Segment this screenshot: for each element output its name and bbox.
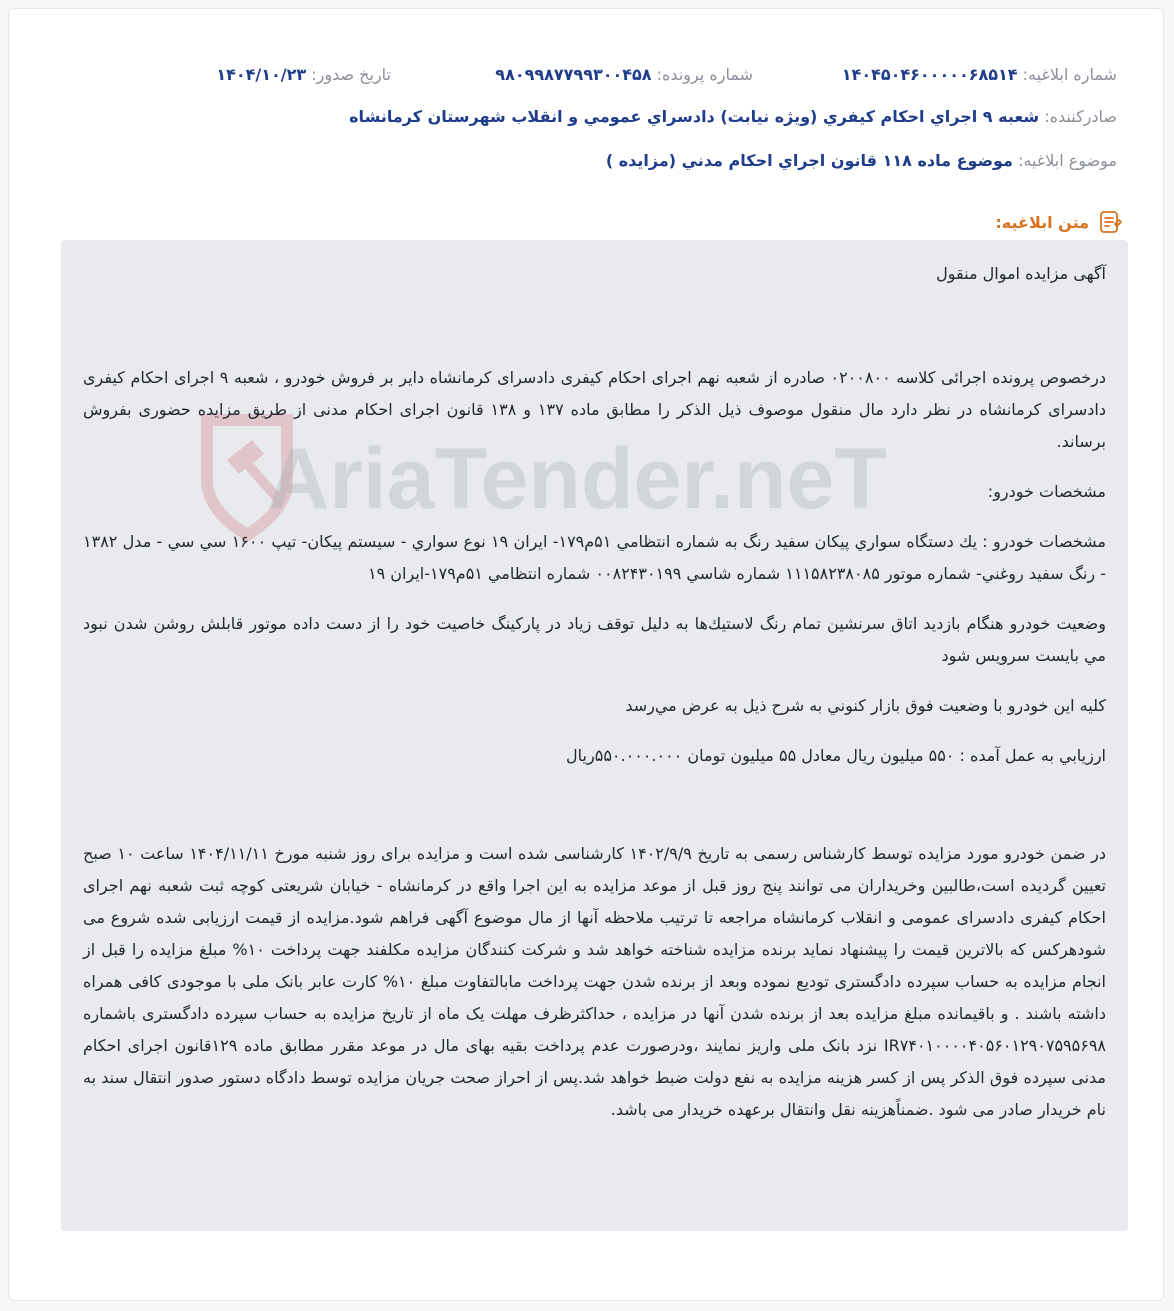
vehicle-specs-heading: مشخصات خودرو: [987,482,1106,501]
notice-heading: آگهی مزایده اموال منقول [936,264,1106,283]
notice-body-panel [61,240,1128,1231]
issue-date [216,61,391,89]
issue-date-value: ۱۴۰۴/۱۰/۲۳ [216,65,307,84]
issuer-label: صادرکننده: [1044,107,1117,126]
auction-terms: در ضمن خودرو مورد مزایده توسط کارشناس رسمی به تاریخ ۱۴۰۲/۹/۹ کارشناسی شده است و مزایده برای روز شنبه مورخ ۱۴۰۴/۱۱/۱۱ ساعت ۱۰ صبح تعیین گردیده است،طالبین وخریداران می توانند پنج روز قبل از موعد مزایده به این اجرا واقع در کرمانشاه - خیابان شریعتی کوچه ثبت شعبه نهم اجرای احکام کیفری دادسرای عمومی و انقلاب کرمانشاه مراجعه تا ترتیب ملاحظه آنها از مال موضوع آگهی فراهم شود.مزایده از قیمت ارزیابی شده شروع می شودهرکس که بالاترین قیمت را پیشنهاد نماید برنده مزایده شناخته خواهد شد و شرکت کنندگان مزایده مکلفند جهت پرداخت ۱۰% مبلغ مزایده را قبل از انجام مزایده به حساب سپرده دادگستری تودیع نموده وبعد از برنده شدن جهت پرداخت مابالتفاوت مبلغ ۱۰% کارت عابر بانک ملی با موجودی کافی همراه داشته باشند . و باقیمانده مبلغ مزایده بعد از برنده شدن آنها در مزایده ، حداکثرظرف مهلت یک ماه از تاریخ مزایده به حساب سپرده دادگستری باشماره IR۷۴۰۱۰۰۰۰۴۰۵۶۰۱۲۹۰۷۵۹۵۶۹۸ نزد بانک ملی واریز نمایند ،ودرصورت عدم پرداخت بقیه بهای مال در موعد مقرر مطابق ماده ۱۲۹قانون اجرای احکام مدنی سپرده فوق الذکر پس از کسر هزینه مزایده به نفع دولت ضبط خواهد شد.پس از احراز صحت جریان مزایده توسط دادگاه دستور صدور انتقال سند به نام خریدار صادر می شود .ضمناًهزینه نقل وانتقال برعهده خریدار می باشد. [83,844,1107,1119]
vehicle-specs: مشخصات خودرو : يك دستگاه سواري پيكان سفيد رنگ به شماره انتظامي ۵۱م۱۷۹- ايران ۱۹ نوع سواري - سيستم پيكان- تيپ ۱۶۰۰ سي سي - مدل ۱۳۸۲ - رنگ سفيد روغني- شماره موتور ۱۱۱۵۸۲۳۸۰۸۵ شماره شاسي ۰۰۸۲۴۳۰۱۹۹ شماره انتظامي ۵۱م۱۷۹-ايران ۱۹ [83,532,1107,583]
notice-number-value: ۱۴۰۴۵۰۴۶۰۰۰۰۰۶۸۵۱۴ [841,65,1018,84]
notice-body [83,258,1106,1126]
vehicle-offer: كليه اين خودرو با وضعيت فوق بازار كنوني به شرح ذيل به عرض مي‌رسد [625,696,1106,715]
notice-text-title: متن ابلاغیه: [995,212,1089,232]
subject-value: موضوع ماده ۱۱۸ قانون اجراي احکام مدني (مزايده ) [605,151,1013,170]
issuer-row [55,103,1117,131]
issuer-value: شعبه ۹ اجراي احکام کيفري (ويژه نيابت) دادسراي عمومي و انقلاب شهرستان کرمانشاه [349,107,1040,126]
meta-row-identifiers [55,61,1117,89]
case-number [495,61,753,89]
case-number-value: ۹۸۰۹۹۸۷۷۹۹۳۰۰۴۵۸ [495,65,652,84]
notice-card [8,8,1164,1301]
case-number-label: شماره پرونده: [656,65,753,84]
vehicle-condition: وضعيت خودرو هنگام بازديد اتاق سرنشين تمام رنگ لاستيك‌ها به دليل توقف زياد در پاركينگ خاصيت خود را از دست داده موتور قابلش روشن شدن نبود مي بايست سرويس شود [83,614,1106,665]
notice-paragraph: درخصوص پرونده اجرائی کلاسه ۰۲۰۰۸۰۰ صادره از شعبه نهم اجرای احکام کیفری دادسرای کرمانشاه دایر بر فروش خودرو ، شعبه ۹ اجرای احکام کیفری دادسرای کرمانشاه در نظر دارد مال منقول موصوف ذیل الذکر را مطابق ماده ۱۳۷ و ۱۳۸ قانون اجرای احکام مدنی از طریق مزایده حضوری بفروش برساند. [83,368,1107,451]
issue-date-label: تاریخ صدور: [311,65,391,84]
watermark-text: AriaTender.neT [267,431,887,527]
vehicle-valuation: ارزيابي به عمل آمده : ۵۵۰ ميليون ريال معادل ۵۵ ميليون تومان ۵۵۰.۰۰۰.۰۰۰ريال [566,746,1106,765]
notice-number-label: شماره ابلاغیه: [1022,65,1117,84]
document-icon [1097,209,1123,235]
notice-text-header [995,207,1123,237]
notice-number [842,61,1117,89]
subject-label: موضوع ابلاغیه: [1018,151,1117,170]
subject-row [55,147,1117,175]
